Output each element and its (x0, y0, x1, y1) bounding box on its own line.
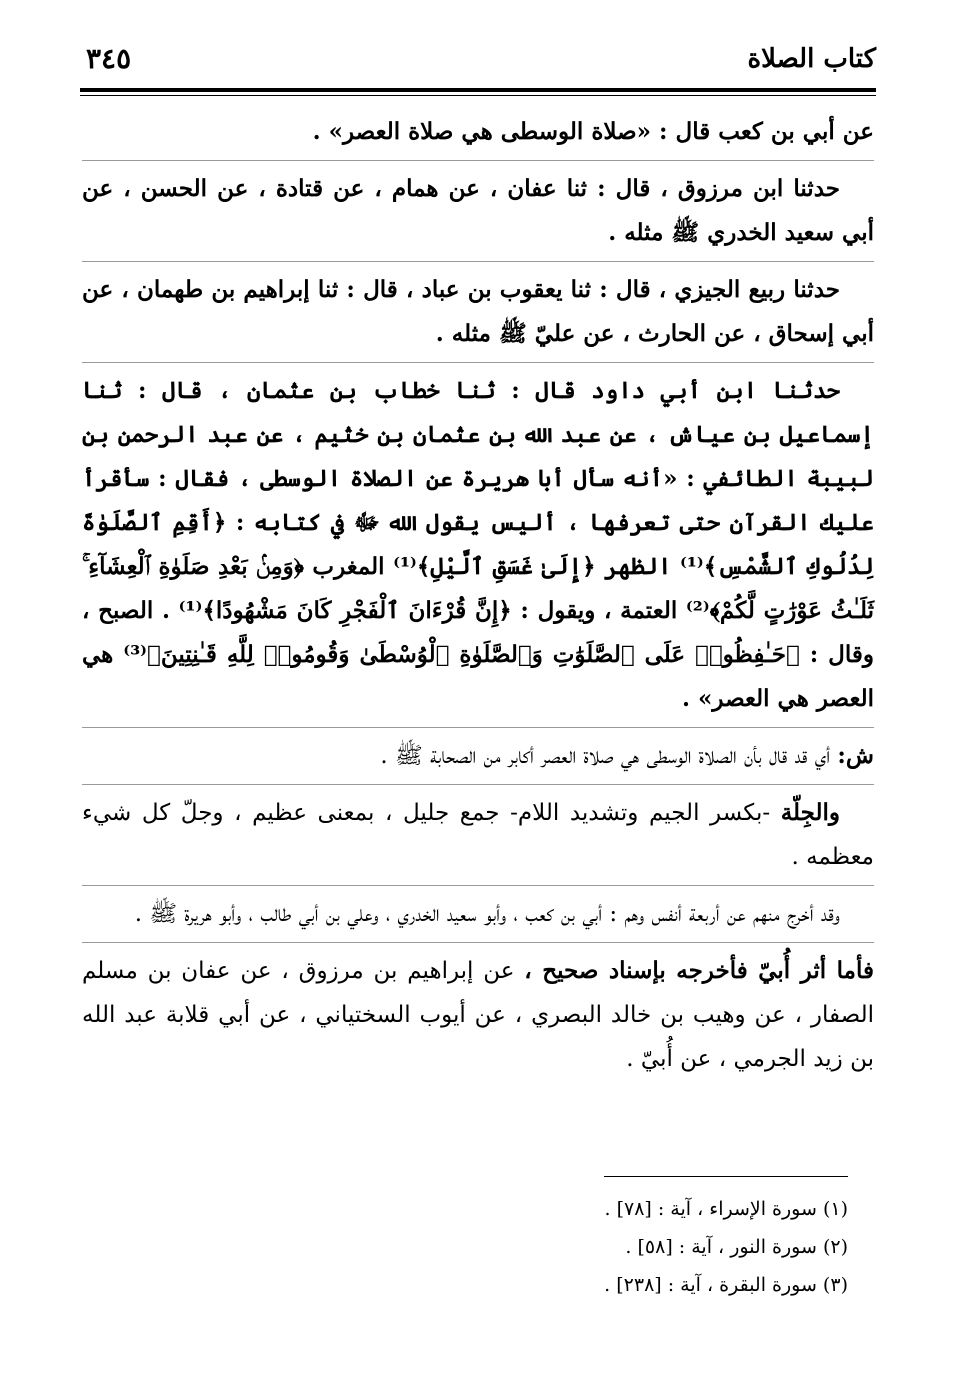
paragraph-separator (82, 942, 874, 943)
main-text (82, 110, 874, 1087)
paragraph-separator (82, 261, 874, 262)
footnote-rule (604, 1176, 848, 1177)
commentary-text: عن إبراهيم بن مرزوق ، عن عفان بن مسلم الصفار ، عن وهيب بن خالد البصري ، عن أيوب السختياني ، عن أبي قلابة عبد الله بن زيد الجرمي ، عن أُبيّ . (82, 958, 874, 1072)
paragraph-separator (82, 160, 874, 161)
commentary-text: -بكسر الجيم وتشديد اللام- جمع جليل ، بمعنى عظيم ، وجلّ كل شيء معظمه . (82, 800, 874, 870)
footnote: (٢) سورة النور ، آية : [٥٨] . (625, 1236, 848, 1258)
running-title: كتاب الصلاة (747, 44, 876, 74)
page-number: ٣٤٥ (86, 42, 132, 75)
footnotes (488, 1190, 848, 1304)
commentary-paragraph (82, 949, 874, 1081)
hadith-paragraph: حدثنا ربيع الجيزي ، قال : ثنا يعقوب بن عباد ، قال : ثنا إبراهيم بن طهمان ، عن أبي إسحاق ، عن الحارث ، عن عليّ ﷺ مثله . (82, 276, 874, 347)
paragraph-separator (82, 784, 874, 785)
commentary-paragraph (82, 892, 874, 936)
commentary-lead: ش: (837, 742, 874, 769)
commentary-paragraph (82, 734, 874, 778)
commentary-text: أي قد قال بأن الصلاة الوسطى هي صلاة العصر أكابر من الصحابة ﷺ . (380, 743, 838, 769)
footnote: (١) سورة الإسراء ، آية : [٧٨] . (604, 1198, 848, 1220)
page-header (80, 36, 876, 88)
paragraph-separator (82, 885, 874, 886)
header-rule-thin (80, 95, 876, 96)
commentary-paragraph (82, 791, 874, 879)
footnote: (٣) سورة البقرة ، آية : [٢٣٨] . (604, 1274, 848, 1296)
commentary-lead: والجِلّة (780, 799, 840, 826)
paragraph-separator (82, 362, 874, 363)
hadith-paragraph: حدثنا ابن مرزوق ، قال : ثنا عفان ، عن همام ، عن قتادة ، عن الحسن ، عن أبي سعيد الخدري ﷺ مثله . (82, 175, 874, 246)
commentary-lead: فأما أثر أُبيّ فأخرجه بإسناد صحيح ، (524, 957, 874, 984)
paragraph-separator (82, 727, 874, 728)
hadith-paragraph: حدثنا ابن أبي داود قال : ثنا خطاب بن عثمان ، قال : ثنا إسماعيل بن عياش ، عن عبد الله بن عثمان بن خثيم ، عن عبد الرحمن بن لبيبة الطائفي : «أنه سأل أبا هريرة عن الصلاة الوسطى ، فقال : سأقرأ عليك القرآن حتى تعرفها ، أليس يقول الله ﷻ في كتابه : ﴿أَقِمِ ٱلصَّلَوٰةَ لِدُلُوكِ ٱلشَّمْسِ﴾⁽¹⁾ الظهر ﴿إِلَىٰ غَسَقِ ٱلَّيْلِ﴾⁽¹⁾ المغرب ﴿وَمِنۢ بَعْدِ صَلَوٰةِ ٱلْعِشَآءِ ۚ ثَلَـٰثُ عَوْرَٰتٍ لَّكُمْ﴾⁽²⁾ العتمة ، ويقول : ﴿إِنَّ قُرْءَانَ ٱلْفَجْرِ كَانَ مَشْهُودًا﴾⁽¹⁾ . الصبح ، وقال : ﴿حَـٰفِظُوا۟ عَلَى ٱلصَّلَوَٰتِ وَٱلصَّلَوٰةِ ٱلْوُسْطَىٰ وَقُومُوا۟ لِلَّهِ قَـٰنِتِينَ﴾⁽³⁾ هي العصر هي العصر» . (82, 377, 874, 712)
header-rule-thick (80, 88, 876, 92)
hadith-paragraph: عن أبي بن كعب قال : «صلاة الوسطى هي صلاة العصر» . (312, 118, 874, 145)
commentary-text: وقد أخرج منهم عن أربعة أنفس وهم : أبي بن كعب ، وأبو سعيد الخدري ، وعلي بن أبي طالب ، وأبو هريرة ﷺ . (134, 901, 840, 927)
